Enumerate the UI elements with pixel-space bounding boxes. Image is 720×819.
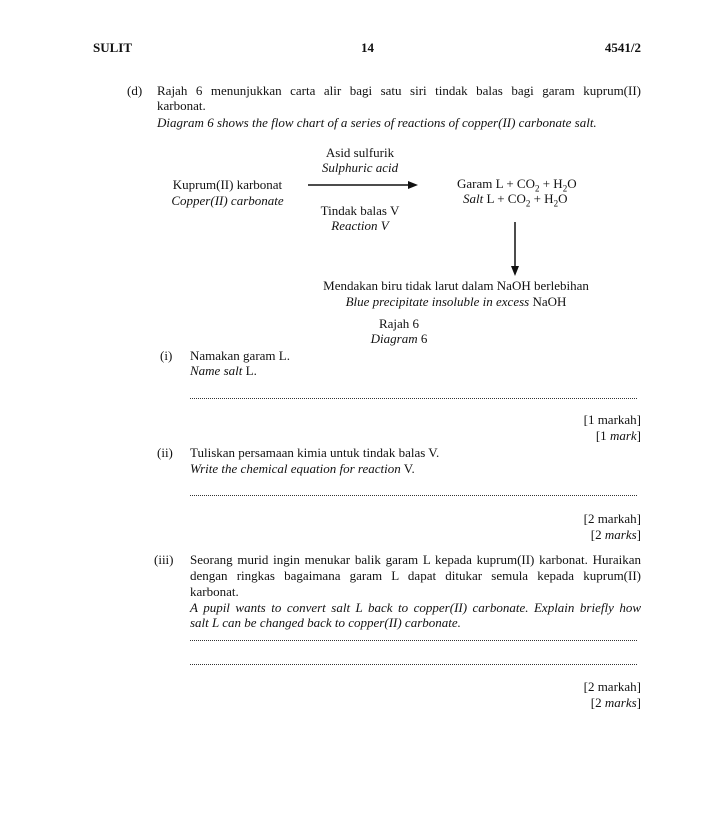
product-malay-plus-h: + H [539,176,563,191]
page-number: 14 [361,40,374,55]
question-d-english: Diagram 6 shows the flow chart of a series of reactions of copper(II) carbonate salt. [157,115,597,130]
question-d-label: (d) [127,83,143,98]
precipitate-english-naoh: NaOH [529,294,567,309]
product-malay-prefix: Garam L + CO [457,176,535,191]
part-i-malay: Namakan garam L. [190,348,290,363]
arrow-vertical-head [511,266,519,276]
part-ii-marks-english: [2 marks] [590,527,641,542]
product-english-plus-h: + H [530,191,554,206]
part-iii-marks-english: [2 marks] [590,695,641,710]
h2o-subscript: 2 [562,183,568,194]
co2-subscript: 2 [534,183,540,194]
part-ii-marks-malay: [2 markah] [583,511,641,526]
part-iii-malay-line1: Seorang murid ingin menukar balik garam L kepada kuprum(II) karbonat. Huraikan [190,552,641,567]
part-ii-malay: Tuliskan persamaan kimia untuk tindak balas V. [190,445,440,460]
part-iii-english-line2: salt L can be changed back to copper(II) carbonate. [190,615,461,630]
reagent-malay: Asid sulfurik [325,145,395,160]
precipitate-english-italic: Blue precipitate insoluble in excess [345,294,530,309]
part-iii-marks-malay: [2 markah] [583,679,641,694]
co2-subscript-en: 2 [525,198,531,209]
part-iii-english-line1: A pupil wants to convert salt L back to copper(II) carbonate. Explain briefly how [190,600,641,615]
part-i-marks-word: mark [609,428,637,443]
part-ii-english-v: V. [400,461,415,476]
reagent-english: Sulphuric acid [321,160,399,175]
part-i-english-text: Name salt [190,363,243,378]
part-i-english-l: L. [242,363,257,378]
part-ii-english-text: Write the chemical equation for reaction [190,461,401,476]
precipitate-malay: Mendakan biru tidak larut dalam NaOH berlebihan [323,278,589,293]
reactant-malay: Kuprum(II) karbonat [172,177,283,192]
part-iii-answer-line-2[interactable] [190,664,637,665]
reactant-english: Copper(II) carbonate [171,193,284,208]
header-left: SULIT [93,40,133,55]
product-english-salt: Salt [463,191,484,206]
part-ii-marks-word: marks [604,527,637,542]
diagram-caption-malay: Rajah 6 [378,316,420,331]
part-i-marks-english: [1 mark] [595,428,641,443]
h2o-subscript-en: 2 [553,198,559,209]
product-english [463,191,567,212]
reaction-english: Reaction V [331,218,389,233]
diagram-caption-english-number: 6 [417,331,428,346]
diagram-caption-english [349,331,449,347]
part-ii-english [190,461,415,477]
part-iii-malay-line3: karbonat. [190,584,239,599]
product-malay-water-o: O [567,176,577,191]
precipitate-english [300,294,612,310]
part-i-english [190,363,257,379]
question-d-malay-line2: karbonat. [157,98,206,113]
part-i-answer-line[interactable] [190,398,637,399]
reaction-malay: Tindak balas V [320,203,400,218]
part-iii-label: (iii) [154,552,174,567]
arrow-horizontal-head [408,181,418,189]
part-iii-malay-line2: dengan ringkas bagaimana garam L dapat ditukar semula kepada kuprum(II) [190,568,641,583]
part-iii-answer-line-1[interactable] [190,640,637,641]
question-d-malay-line1: Rajah 6 menunjukkan carta alir bagi satu siri tindak balas bagi garam kuprum(II) [157,83,641,98]
header-right: 4541/2 [604,40,641,55]
diagram-caption-english-word: Diagram [370,331,418,346]
part-i-label: (i) [160,348,173,363]
part-ii-label: (ii) [157,445,173,460]
product-english-rest: L + CO [483,191,526,206]
part-iii-marks-word: marks [604,695,637,710]
part-i-marks-malay: [1 markah] [583,412,641,427]
product-english-water-o: O [558,191,568,206]
part-ii-answer-line[interactable] [190,495,637,496]
